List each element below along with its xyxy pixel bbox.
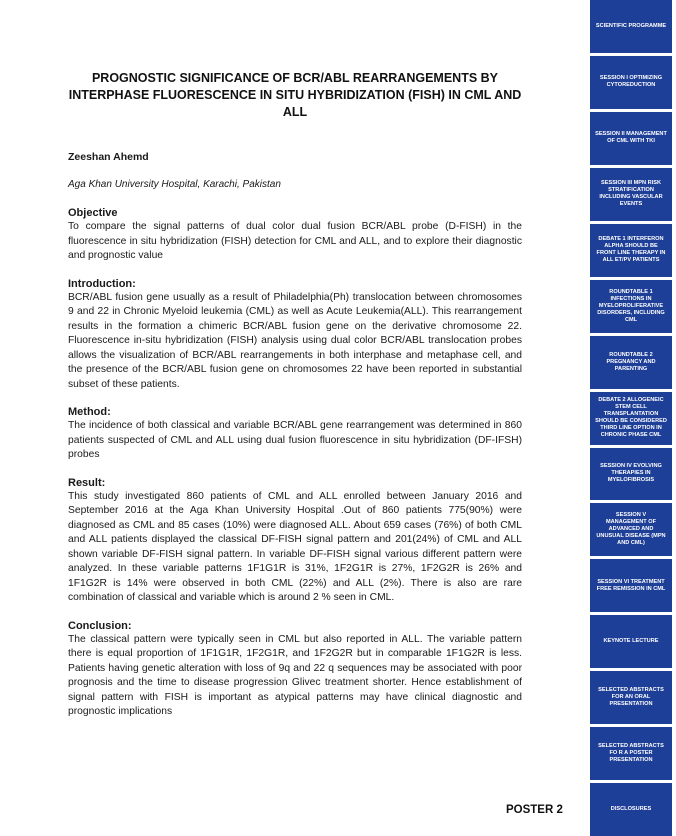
nav-scientific-programme[interactable]: SCIENTIFIC PROGRAMME bbox=[590, 0, 672, 53]
section-heading: Conclusion: bbox=[68, 619, 132, 632]
section-introduction bbox=[68, 277, 522, 393]
nav-session-3[interactable]: SESSION III MPN RISK STRATIFICATION INCLUDING VASCULAR EVENTS bbox=[590, 168, 672, 221]
section-heading: Method: bbox=[68, 406, 111, 418]
nav-debate-2[interactable]: DEBATE 2 ALLOGENEIC STEM CELL TRANSPLANTATION SHOULD BE CONSIDERED THIRD LINE OPTION IN CHRONIC PHASE CML bbox=[590, 392, 672, 445]
nav-session-2[interactable]: SESSION II MANAGEMENT OF CML WITH TKI bbox=[590, 112, 672, 165]
abstract-document bbox=[68, 70, 522, 733]
section-heading: Result: bbox=[68, 476, 106, 489]
poster-number: POSTER 2 bbox=[506, 804, 563, 816]
section-heading: Objective bbox=[68, 207, 118, 219]
nav-keynote-lecture[interactable]: KEYNOTE LECTURE bbox=[590, 615, 672, 668]
abstract-title: PROGNOSTIC SIGNIFICANCE OF BCR/ABL REARRANGEMENTS BY INTERPHASE FLUORESCENCE IN SITU HYBRIDIZATION (FISH) IN CML AND ALL bbox=[68, 71, 522, 119]
nav-session-1[interactable]: SESSION I OPTIMIZING CYTOREDUCTION bbox=[590, 56, 672, 109]
author-affiliation: Aga Khan University Hospital, Karachi, Pakistan bbox=[68, 179, 281, 190]
nav-roundtable-2[interactable]: ROUNDTABLE 2 PREGNANCY AND PARENTING bbox=[590, 336, 672, 389]
nav-debate-1[interactable]: DEBATE 1 INTERFERON ALPHA SHOULD BE FRONT LINE THERAPY IN ALL ET/PV PATIENTS bbox=[590, 224, 672, 277]
section-text: BCR/ABL fusion gene usually as a result of Philadelphia(Ph) translocation between chromosomes 9 and 22 in Chronic Myeloid leukemia (CML) as well as Acute Leukemia(ALL). This rearrangement results in the formation a chimeric BCR/ABL fusion gene on the derivative chromosome 22. Fluorescence in-situ hybridization (FISH) analysis using dual color BCR/ABL translocation probes allows the visualization of BCR/ABL rearrangements in both interphase and metaphase cell, and the presence of the BCR/ABL fusion gene on chromosomes 22 have been reported in substantial subset of these patients. bbox=[68, 291, 522, 390]
section-objective bbox=[68, 206, 522, 264]
section-heading: Introduction: bbox=[68, 277, 136, 290]
section-text: The classical pattern were typically seen in CML but also reported in ALL. The variable pattern there is equal proportion of 1F1G1R, 1F2G1R, and 1F2G2R but in comparable 1F1G2R is less. Patients having genetic alteration with loss of 9q and 22 q sequences may be associated with poor prognosis and the time to disease progression Glivec treatment shorter. Hence establishment of signal pattern with FISH is important as atypical patterns may have clinical diagnostic and prognostic implications bbox=[68, 633, 522, 717]
author-name: Zeeshan Ahemd bbox=[68, 151, 149, 163]
nav-poster-abstracts[interactable]: SELECTED ABSTRACTS FO R A POSTER PRESENTATION bbox=[590, 727, 672, 780]
section-method bbox=[68, 405, 522, 463]
section-text: To compare the signal patterns of dual color dual fusion BCR/ABL probe (D-FISH) in the fluorescence in situ hybridization (FISH) detection for CML and ALL, and to explore their diagnostic and prognostic value bbox=[68, 221, 522, 261]
section-text: This study investigated 860 patients of CML and ALL enrolled between January 2016 and September 2016 at the Aga Khan University Hospital .Out of 860 patients 775(90%) were diagnosed as CML and 85 cases (10%) were diagnosed ALL. About 659 cases (76%) of both CML and ALL patients displayed the classical DF-FISH signal pattern and 201(24%) of CML and ALL shown variable DF-FISH signal pattern. In variable DF-FISH signal various different pattern were analyzed. In these variable patterns 1F1G1R is 31%, 1F2G1R is 27%, 1F2G2R is 26% and 1F1G2R is 14% were observed in both CML (22%) and ALL (2%). There is also are rare combination of classical and variable which is around 2 % seen in CML. bbox=[68, 490, 522, 603]
section-result bbox=[68, 476, 522, 606]
nav-session-4[interactable]: SESSION IV EVOLVING THERAPIES IN MYELOFIBROSIS bbox=[590, 448, 672, 501]
nav-session-6[interactable]: SESSION VI TREATMENT FREE REMISSION IN CML bbox=[590, 559, 672, 612]
nav-roundtable-1[interactable]: ROUNDTABLE 1 INFECTIONS IN MYELOPROLIFERATIVE DISORDERS, INCLUDING CML bbox=[590, 280, 672, 333]
nav-session-5[interactable]: SESSION V MANAGEMENT OF ADVANCED AND UNUSUAL DISEASE (MPN AND CML) bbox=[590, 503, 672, 556]
nav-disclosures[interactable]: DISCLOSURES bbox=[590, 783, 672, 836]
section-conclusion bbox=[68, 619, 522, 720]
section-text: The incidence of both classical and variable BCR/ABL gene rearrangement was determined in 860 patients suspected of CML and ALL using dual fusion fluorescence in situ hybridization (DF-IFSH) probes bbox=[68, 420, 522, 460]
nav-oral-abstracts[interactable]: SELECTED ABSTRACTS FOR AN ORAL PRESENTATION bbox=[590, 671, 672, 724]
sidebar-navigation bbox=[590, 0, 672, 836]
